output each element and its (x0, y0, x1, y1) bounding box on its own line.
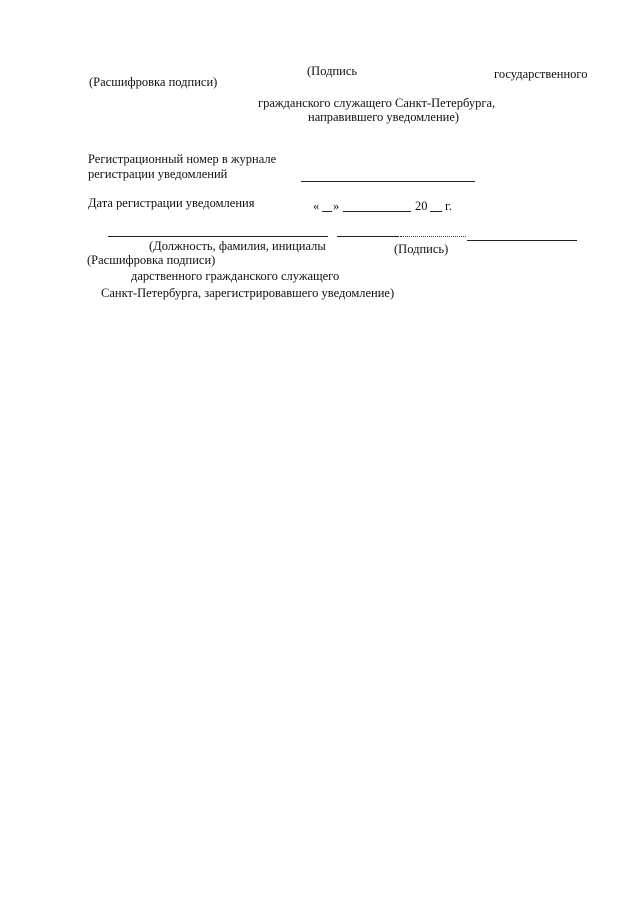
date-quote-open: « (313, 199, 320, 213)
gov-line: дарственного гражданского служащего (131, 269, 340, 283)
year-prefix: 20 (415, 199, 428, 213)
signature-dotted-line (400, 236, 466, 237)
position-label: (Должность, фамилия, инициалы (149, 239, 326, 253)
decoding-line (467, 240, 577, 241)
servant-line-1: гражданского служащего Санкт-Петербурга, (258, 96, 496, 110)
decoding-label: (Расшифровка подписи) (89, 75, 218, 89)
signature-label: (Подпись (307, 64, 358, 78)
servant-line-2: направившего уведомление) (308, 110, 460, 124)
year-suffix: г. (445, 199, 452, 213)
date-quote-close: » (333, 199, 340, 213)
registrar-line: Санкт-Петербурга, зарегистрировавшего уведомление) (101, 286, 395, 300)
gov-word: государственного (494, 67, 588, 81)
reg-number-label-1: Регистрационный номер в журнале (88, 152, 277, 166)
reg-number-line (301, 181, 475, 182)
signature-label-2: (Подпись) (394, 242, 449, 256)
day-line (322, 211, 332, 212)
date-label: Дата регистрации уведомления (88, 196, 255, 210)
position-line (108, 236, 328, 237)
signature-line (337, 236, 399, 237)
decoding-label-2: (Расшифровка подписи) (87, 253, 216, 267)
month-line (343, 211, 411, 212)
reg-number-label-2: регистрации уведомлений (88, 167, 228, 181)
year-line (430, 211, 442, 212)
